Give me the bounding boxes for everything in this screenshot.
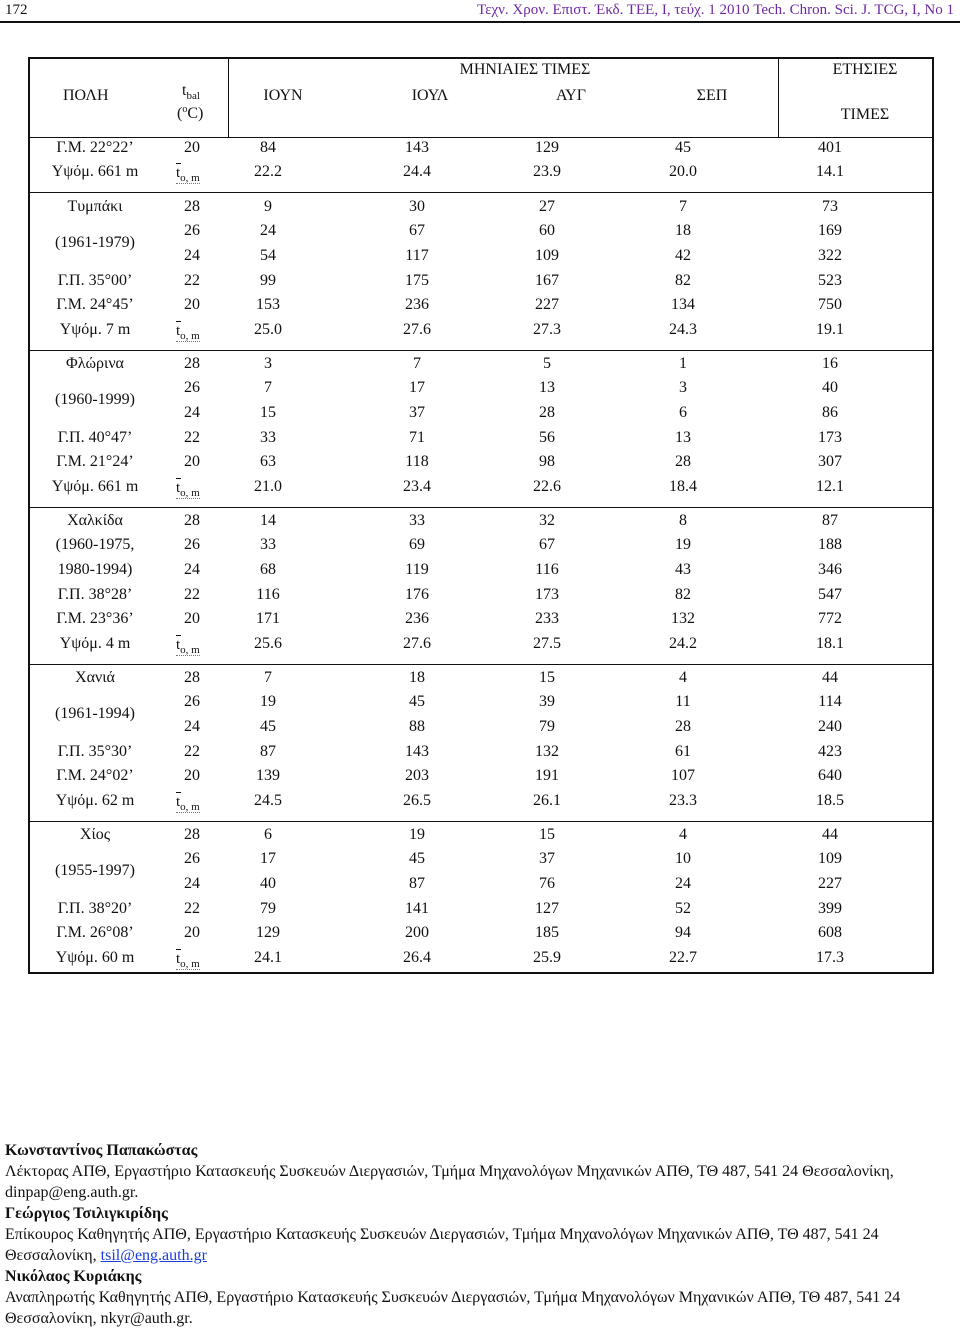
- row-tbal: 26: [184, 222, 200, 239]
- journal-reference: Τεχν. Χρον. Επιστ. Έκδ. ΤΕΕ, Ι, τεύχ. 1 2010 Tech. Chron. Sci. J. TCG, I, No 1: [477, 2, 954, 18]
- author-affiliation: Λέκτορας ΑΠΘ, Εργαστήριο Κατασκευής Συσκευών Διεργασιών, Τμήμα Μηχανολόγων Μηχανικών ΑΠΘ, ΤΘ 487, 541 24 Θεσσαλονίκη, dinpap@eng.auth.gr.: [5, 1163, 894, 1201]
- row-tbal: 28: [184, 512, 200, 529]
- row-value: 22.6: [533, 478, 561, 495]
- row-label: Χαλκίδα: [67, 512, 123, 529]
- row-value: 45: [260, 718, 276, 735]
- row-value: 9: [264, 198, 272, 215]
- row-value: 27.5: [533, 635, 561, 652]
- t-om-symbol: [176, 480, 200, 497]
- row-value: 94: [675, 924, 691, 941]
- row-value: 10: [675, 850, 691, 867]
- row-label: Υψόμ. 4 m: [59, 635, 131, 652]
- row-value: 118: [405, 453, 429, 470]
- author-affiliation: Αναπληρωτής Καθηγητής ΑΠΘ, Εργαστήριο Κατασκευής Συσκευών Διεργασιών, Τμήμα Μηχανολόγων Μηχανικών ΑΠΘ, ΤΘ 487, 541 24 Θεσσαλονίκη, nkyr@auth.gr.: [5, 1289, 901, 1327]
- t-om-main: t: [176, 323, 181, 339]
- row-value: 12.1: [816, 478, 844, 495]
- row-value: 5: [543, 355, 551, 372]
- row-value: 203: [405, 767, 429, 784]
- row-label: Γ.Π. 38°28’: [57, 586, 133, 603]
- row-value: 87: [409, 875, 425, 892]
- row-label: (1960-1975,: [55, 536, 135, 553]
- row-value: 18: [409, 669, 425, 686]
- row-tbal: 20: [184, 924, 200, 941]
- row-value: 27.6: [403, 635, 431, 652]
- row-label: Τυμπάκι: [67, 198, 123, 215]
- row-value: 116: [256, 586, 280, 603]
- row-value: 14.1: [816, 163, 844, 180]
- row-label: Γ.Μ. 23°36’: [56, 610, 134, 627]
- row-label: Χανιά: [75, 669, 115, 686]
- row-value: 25.9: [533, 949, 561, 966]
- t-om-underline: [176, 182, 200, 184]
- row-value: 37: [539, 850, 555, 867]
- row-value: 4: [679, 669, 687, 686]
- row-value: 11: [675, 693, 691, 710]
- row-value: 117: [405, 247, 429, 264]
- t-om-main: t: [176, 794, 181, 810]
- row-value: 19: [260, 693, 276, 710]
- row-value: 19: [675, 536, 691, 553]
- row-value: 14: [260, 512, 276, 529]
- row-value: 60: [539, 222, 555, 239]
- row-value: 114: [818, 693, 842, 710]
- t-om-main: t: [176, 951, 181, 967]
- row-value: 3: [679, 379, 687, 396]
- row-tbal: 22: [184, 429, 200, 446]
- row-label: Γ.Π. 35°30’: [57, 743, 133, 760]
- row-value: 24.1: [254, 949, 282, 966]
- row-tbal: 26: [184, 379, 200, 396]
- row-value: 127: [535, 900, 559, 917]
- row-value: 73: [822, 198, 838, 215]
- row-tbal: 24: [184, 247, 200, 264]
- t-om-underline: [176, 654, 200, 656]
- row-value: 24.2: [669, 635, 697, 652]
- row-value: 21.0: [254, 478, 282, 495]
- row-value: 26.5: [403, 792, 431, 809]
- row-value: 175: [405, 272, 429, 289]
- row-value: 19.1: [816, 321, 844, 338]
- row-value: 87: [260, 743, 276, 760]
- row-value: 24.4: [403, 163, 431, 180]
- row-value: 86: [822, 404, 838, 421]
- header-tbal-unit: [177, 105, 203, 123]
- row-label: Υψόμ. 60 m: [55, 949, 135, 966]
- period-label: (1960-1999): [55, 391, 135, 408]
- t-om-underline: [176, 340, 200, 342]
- t-om-symbol: [176, 323, 200, 340]
- row-value: 32: [539, 512, 555, 529]
- row-value: 52: [675, 900, 691, 917]
- row-value: 169: [818, 222, 842, 239]
- t-om-sub: o, m: [180, 172, 200, 184]
- header-tbal-symbol: t: [182, 82, 187, 99]
- row-value: 79: [260, 900, 276, 917]
- header-tbal: [182, 82, 200, 100]
- row-value: 200: [405, 924, 429, 941]
- row-value: 33: [260, 536, 276, 553]
- row-value: 346: [818, 561, 842, 578]
- row-value: 17: [260, 850, 276, 867]
- row-tbal: 28: [184, 669, 200, 686]
- row-value: 17: [409, 379, 425, 396]
- row-value: 116: [535, 561, 559, 578]
- header-month-jul: ΙΟΥΛ: [411, 87, 449, 104]
- row-label: Φλώρινα: [66, 355, 124, 372]
- t-om-underline: [176, 811, 200, 813]
- row-value: 6: [264, 826, 272, 843]
- row-value: 176: [405, 586, 429, 603]
- row-value: 173: [535, 586, 559, 603]
- header-annual-line2: ΤΙΜΕΣ: [840, 106, 890, 123]
- row-value: 107: [671, 767, 695, 784]
- header-city: ΠΟΛΗ: [63, 87, 109, 104]
- t-om-main: t: [176, 165, 181, 181]
- row-value: 18.1: [816, 635, 844, 652]
- t-om-underline: [176, 968, 200, 970]
- row-tbal: 28: [184, 826, 200, 843]
- row-value: 63: [260, 453, 276, 470]
- group-separator: [30, 350, 934, 351]
- row-tbal: 26: [184, 693, 200, 710]
- row-value: 71: [409, 429, 425, 446]
- row-value: 45: [409, 850, 425, 867]
- header-tbal-sub: bal: [186, 90, 200, 102]
- page-number: 172: [5, 2, 28, 18]
- t-om-sub: o, m: [180, 644, 200, 656]
- row-value: 15: [539, 826, 555, 843]
- row-label: Γ.Π. 40°47’: [57, 429, 133, 446]
- row-tbal: 28: [184, 198, 200, 215]
- t-om-bar: [176, 635, 181, 636]
- header-annual-line1: ΕΤΗΣΙΕΣ: [832, 61, 898, 78]
- t-om-sub: o, m: [180, 958, 200, 970]
- row-value: 236: [405, 296, 429, 313]
- row-value: 141: [405, 900, 429, 917]
- row-value: 28: [675, 453, 691, 470]
- row-value: 22.2: [254, 163, 282, 180]
- row-value: 26.4: [403, 949, 431, 966]
- row-label: Γ.Μ. 24°45’: [56, 296, 134, 313]
- row-value: 15: [260, 404, 276, 421]
- t-om-main: t: [176, 480, 181, 496]
- row-tbal: 24: [184, 561, 200, 578]
- row-value: 76: [539, 875, 555, 892]
- row-value: 23.9: [533, 163, 561, 180]
- row-value: 608: [818, 924, 842, 941]
- period-label: (1961-1994): [55, 705, 135, 722]
- row-tbal: 20: [184, 296, 200, 313]
- group-separator: [30, 192, 934, 193]
- row-value: 42: [675, 247, 691, 264]
- row-label: Γ.Π. 38°20’: [57, 900, 133, 917]
- header-separator-right: [778, 59, 779, 137]
- row-label: Γ.Μ. 26°08’: [56, 924, 134, 941]
- author-name: Γεώργιος Τσιλιγκιρίδης: [5, 1205, 168, 1222]
- group-separator: [30, 664, 934, 665]
- row-value: 54: [260, 247, 276, 264]
- row-value: 153: [256, 296, 280, 313]
- header-bottom-rule: [30, 137, 934, 138]
- row-tbal: 24: [184, 718, 200, 735]
- t-om-sub: o, m: [180, 487, 200, 499]
- row-value: 61: [675, 743, 691, 760]
- row-label: Γ.Μ. 22°22’: [56, 139, 134, 156]
- row-value: 37: [409, 404, 425, 421]
- row-value: 322: [818, 247, 842, 264]
- author-email-link[interactable]: tsil@eng.auth.gr: [100, 1247, 207, 1264]
- row-value: 44: [822, 669, 838, 686]
- t-om-symbol: [176, 951, 200, 968]
- row-value: 43: [675, 561, 691, 578]
- row-value: 236: [405, 610, 429, 627]
- row-value: 45: [409, 693, 425, 710]
- row-value: 25.0: [254, 321, 282, 338]
- row-value: 523: [818, 272, 842, 289]
- row-label: Γ.Μ. 21°24’: [56, 453, 134, 470]
- row-value: 4: [679, 826, 687, 843]
- row-label: Γ.Μ. 24°02’: [56, 767, 134, 784]
- row-value: 109: [535, 247, 559, 264]
- row-value: 7: [413, 355, 421, 372]
- row-tbal: 20: [184, 139, 200, 156]
- row-value: 173: [818, 429, 842, 446]
- row-value: 134: [671, 296, 695, 313]
- row-value: 17.3: [816, 949, 844, 966]
- row-value: 20.0: [669, 163, 697, 180]
- row-value: 19: [409, 826, 425, 843]
- row-value: 132: [671, 610, 695, 627]
- row-value: 27: [539, 198, 555, 215]
- header-tbal-unit-open: (: [177, 105, 183, 122]
- row-value: 18.5: [816, 792, 844, 809]
- row-value: 109: [818, 850, 842, 867]
- row-value: 18: [675, 222, 691, 239]
- row-value: 240: [818, 718, 842, 735]
- row-value: 139: [256, 767, 280, 784]
- row-value: 13: [675, 429, 691, 446]
- t-om-sub: o, m: [180, 330, 200, 342]
- t-om-bar: [176, 321, 181, 322]
- row-label: Χίος: [79, 826, 111, 843]
- row-value: 69: [409, 536, 425, 553]
- row-value: 750: [818, 296, 842, 313]
- row-tbal: 20: [184, 610, 200, 627]
- row-value: 547: [818, 586, 842, 603]
- t-om-bar: [176, 478, 181, 479]
- row-value: 28: [675, 718, 691, 735]
- row-value: 88: [409, 718, 425, 735]
- header-tbal-unit-sup: o: [182, 104, 188, 115]
- row-value: 28: [539, 404, 555, 421]
- row-value: 33: [409, 512, 425, 529]
- row-value: 98: [539, 453, 555, 470]
- row-value: 26.1: [533, 792, 561, 809]
- row-value: 67: [539, 536, 555, 553]
- row-value: 15: [539, 669, 555, 686]
- row-value: 13: [539, 379, 555, 396]
- t-om-main: t: [176, 637, 181, 653]
- row-value: 30: [409, 198, 425, 215]
- row-value: 99: [260, 272, 276, 289]
- row-value: 44: [822, 826, 838, 843]
- t-om-symbol: [176, 794, 200, 811]
- t-om-bar: [176, 949, 181, 950]
- t-om-bar: [176, 792, 181, 793]
- group-separator: [30, 507, 934, 508]
- row-value: 171: [256, 610, 280, 627]
- row-value: 307: [818, 453, 842, 470]
- row-value: 401: [818, 139, 842, 156]
- row-value: 79: [539, 718, 555, 735]
- row-value: 423: [818, 743, 842, 760]
- period-label: (1961-1979): [55, 234, 135, 251]
- row-label: Γ.Π. 35°00’: [57, 272, 133, 289]
- group-separator: [30, 821, 934, 822]
- row-value: 129: [256, 924, 280, 941]
- row-value: 1: [679, 355, 687, 372]
- t-om-bar: [176, 163, 181, 164]
- row-value: 772: [818, 610, 842, 627]
- row-tbal: 26: [184, 850, 200, 867]
- row-value: 640: [818, 767, 842, 784]
- author-affiliations: [5, 1140, 955, 1329]
- row-tbal: 26: [184, 536, 200, 553]
- row-value: 129: [535, 139, 559, 156]
- row-value: 6: [679, 404, 687, 421]
- period-label: (1955-1997): [55, 862, 135, 879]
- row-label: Υψόμ. 661 m: [51, 163, 139, 180]
- row-value: 40: [822, 379, 838, 396]
- row-value: 67: [409, 222, 425, 239]
- row-value: 143: [405, 139, 429, 156]
- row-value: 143: [405, 743, 429, 760]
- row-value: 8: [679, 512, 687, 529]
- header-monthly: ΜΗΝΙΑΙΕΣ ΤΙΜΕΣ: [459, 61, 591, 78]
- row-value: 191: [535, 767, 559, 784]
- row-value: 3: [264, 355, 272, 372]
- row-value: 7: [264, 669, 272, 686]
- header-rule: [0, 21, 960, 23]
- t-om-underline: [176, 497, 200, 499]
- row-value: 7: [264, 379, 272, 396]
- row-tbal: 22: [184, 272, 200, 289]
- row-value: 119: [405, 561, 429, 578]
- header-month-aug: ΑΥΓ: [556, 87, 586, 104]
- row-value: 82: [675, 586, 691, 603]
- row-value: 185: [535, 924, 559, 941]
- row-label: Υψόμ. 62 m: [55, 792, 135, 809]
- row-value: 399: [818, 900, 842, 917]
- row-tbal: 24: [184, 875, 200, 892]
- row-value: 24: [675, 875, 691, 892]
- row-value: 27.3: [533, 321, 561, 338]
- row-value: 233: [535, 610, 559, 627]
- row-tbal: 20: [184, 767, 200, 784]
- row-tbal: 22: [184, 743, 200, 760]
- row-label: Υψόμ. 7 m: [59, 321, 131, 338]
- header-month-sep: ΣΕΠ: [696, 87, 728, 104]
- row-value: 39: [539, 693, 555, 710]
- row-value: 24.5: [254, 792, 282, 809]
- row-label: Υψόμ. 661 m: [51, 478, 139, 495]
- row-value: 68: [260, 561, 276, 578]
- row-value: 56: [539, 429, 555, 446]
- header-tbal-unit-close: C): [187, 105, 204, 122]
- row-value: 27.6: [403, 321, 431, 338]
- row-value: 33: [260, 429, 276, 446]
- row-value: 87: [822, 512, 838, 529]
- row-value: 227: [818, 875, 842, 892]
- row-tbal: 22: [184, 586, 200, 603]
- row-tbal: 20: [184, 453, 200, 470]
- row-value: 45: [675, 139, 691, 156]
- row-tbal: 22: [184, 900, 200, 917]
- row-value: 167: [535, 272, 559, 289]
- row-value: 227: [535, 296, 559, 313]
- row-value: 25.6: [254, 635, 282, 652]
- row-value: 40: [260, 875, 276, 892]
- row-label: 1980-1994): [57, 561, 133, 578]
- t-om-symbol: [176, 165, 200, 182]
- row-value: 82: [675, 272, 691, 289]
- author-name: Νικόλαος Κυριάκης: [5, 1268, 142, 1285]
- author-name: Κωνσταντίνος Παπακώστας: [5, 1142, 198, 1159]
- header-separator-left: [228, 59, 229, 137]
- t-om-sub: o, m: [180, 801, 200, 813]
- row-value: 18.4: [669, 478, 697, 495]
- row-tbal: 28: [184, 355, 200, 372]
- t-om-symbol: [176, 637, 200, 654]
- row-value: 84: [260, 139, 276, 156]
- author-affiliation: Επίκουρος Καθηγητής ΑΠΘ, Εργαστήριο Κατασκευής Συσκευών Διεργασιών, Τμήμα Μηχανολόγων Μηχανικών ΑΠΘ, ΤΘ 487, 541 24 Θεσσαλονίκη,: [5, 1226, 879, 1264]
- row-value: 24.3: [669, 321, 697, 338]
- row-value: 188: [818, 536, 842, 553]
- row-tbal: 24: [184, 404, 200, 421]
- row-value: 24: [260, 222, 276, 239]
- row-value: 16: [822, 355, 838, 372]
- header-month-jun: ΙΟΥΝ: [263, 87, 303, 104]
- degree-days-table: [28, 57, 934, 974]
- row-value: 22.7: [669, 949, 697, 966]
- page-header: [0, 0, 960, 22]
- row-value: 132: [535, 743, 559, 760]
- row-value: 23.4: [403, 478, 431, 495]
- row-value: 23.3: [669, 792, 697, 809]
- row-value: 7: [679, 198, 687, 215]
